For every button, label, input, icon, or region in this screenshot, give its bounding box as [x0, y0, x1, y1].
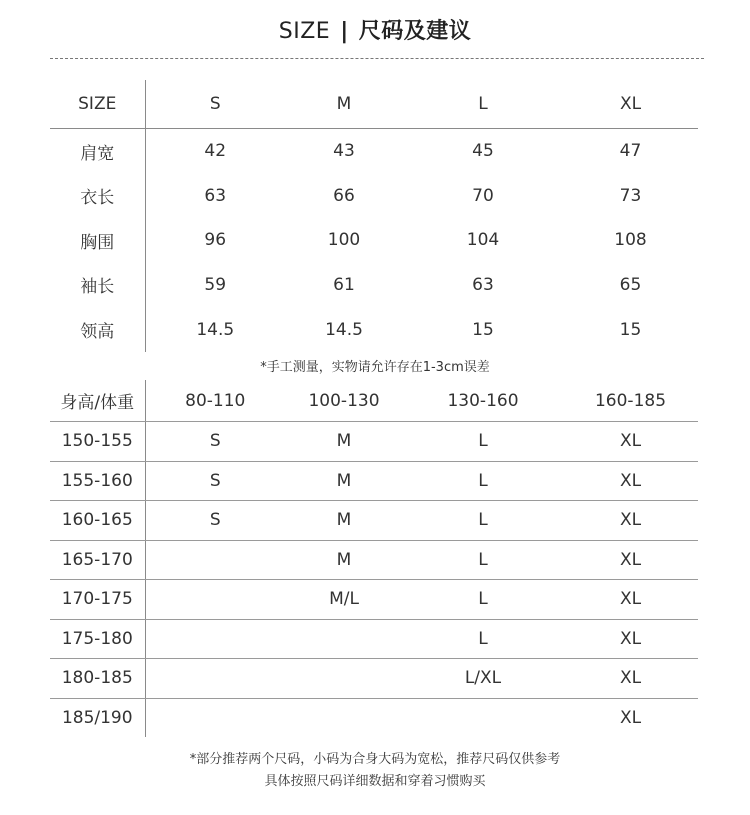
size-table-row	[50, 263, 698, 308]
recommend-table	[50, 380, 698, 737]
size-header-cell: M	[285, 80, 403, 129]
row-label: 肩宽	[50, 129, 145, 174]
row-label: 160-165	[50, 501, 145, 541]
table-cell: 104	[466, 230, 500, 251]
table-cell: M	[285, 540, 403, 580]
table-cell: 96	[204, 230, 227, 251]
row-label: 胸围	[50, 218, 145, 263]
recommend-table-row	[50, 501, 698, 541]
row-label: 150-155	[50, 422, 145, 462]
table-cell: L	[403, 461, 563, 501]
table-cell	[285, 698, 403, 737]
page-title	[0, 14, 750, 45]
table-cell: XL	[563, 619, 698, 659]
size-table-row	[50, 173, 698, 218]
row-label: 155-160	[50, 461, 145, 501]
table-cell: L/XL	[403, 659, 563, 699]
size-header-cell: SIZE	[50, 80, 145, 129]
table-cell: 61	[333, 274, 355, 295]
row-label: 衣长	[50, 173, 145, 218]
table-cell: 47	[619, 141, 642, 162]
size-header-cell: L	[403, 80, 563, 129]
title-en: SIZE	[278, 19, 331, 44]
recommend-table-header	[50, 380, 698, 422]
table-cell: XL	[563, 422, 698, 462]
table-cell	[145, 580, 285, 620]
row-label: 165-170	[50, 540, 145, 580]
table-cell: L	[403, 580, 563, 620]
dotted-divider	[50, 58, 704, 59]
table-cell: L	[403, 619, 563, 659]
table-cell: 100	[327, 230, 361, 251]
rec-header-cell: 100-130	[285, 380, 403, 422]
table-cell: 14.5	[325, 319, 363, 340]
rec-header-cell: 130-160	[403, 380, 563, 422]
table-cell: L	[403, 501, 563, 541]
table-cell	[145, 619, 285, 659]
title-cn: 尺码及建议	[358, 19, 472, 44]
table-cell	[285, 659, 403, 699]
footer-line-2: 具体按照尺码详细数据和穿着习惯购买	[264, 774, 486, 789]
table-cell: XL	[563, 461, 698, 501]
recommend-table-row	[50, 461, 698, 501]
recommend-table-row	[50, 580, 698, 620]
row-label: 180-185	[50, 659, 145, 699]
row-label: 185/190	[50, 698, 145, 737]
table-cell: 63	[472, 274, 494, 295]
footer-line-1: *部分推荐两个尺码，小码为合身大码为宽松，推荐尺码仅供参考	[189, 752, 561, 767]
size-header-cell: XL	[563, 80, 698, 129]
recommend-table-row	[50, 540, 698, 580]
row-label: 170-175	[50, 580, 145, 620]
table-cell: 43	[333, 141, 355, 162]
table-cell: XL	[563, 659, 698, 699]
measure-note: *手工测量，实物请允许存在1-3cm误差	[260, 360, 490, 375]
rec-header-cell: 160-185	[563, 380, 698, 422]
table-cell: M	[285, 501, 403, 541]
table-cell: S	[145, 461, 285, 501]
table-cell: 108	[614, 230, 647, 251]
table-cell	[145, 659, 285, 699]
recommend-table-row	[50, 698, 698, 737]
table-cell: 42	[204, 141, 227, 162]
table-cell: M/L	[285, 580, 403, 620]
table-cell: 70	[472, 185, 494, 206]
table-cell: 73	[619, 185, 642, 206]
table-cell: S	[145, 501, 285, 541]
table-cell: 65	[619, 274, 642, 295]
size-header-cell: S	[145, 80, 285, 129]
table-cell: L	[403, 540, 563, 580]
table-cell: L	[403, 422, 563, 462]
table-cell: XL	[563, 580, 698, 620]
size-table-row	[50, 307, 698, 352]
table-cell: 59	[204, 274, 227, 295]
table-cell	[145, 540, 285, 580]
table-cell: 14.5	[196, 319, 235, 340]
table-cell: 15	[619, 319, 642, 340]
size-table-row	[50, 129, 698, 174]
rec-header-cell: 80-110	[145, 380, 285, 422]
recommend-table-row	[50, 619, 698, 659]
footer-note	[0, 749, 750, 793]
row-label: 领高	[50, 307, 145, 352]
title-separator: |	[340, 19, 349, 44]
recommend-table-row	[50, 659, 698, 699]
table-cell: XL	[619, 707, 642, 728]
table-cell: XL	[563, 501, 698, 541]
row-label: 175-180	[50, 619, 145, 659]
table-cell	[145, 698, 285, 737]
rec-header-cell: 身高/体重	[50, 380, 145, 422]
recommend-table-row	[50, 422, 698, 462]
table-cell: S	[145, 422, 285, 462]
table-cell: 45	[472, 141, 494, 162]
table-cell: 15	[472, 319, 494, 340]
table-cell: M	[285, 461, 403, 501]
table-cell: M	[285, 422, 403, 462]
size-table-row	[50, 218, 698, 263]
size-table-header	[50, 80, 698, 129]
size-table	[50, 80, 698, 352]
table-cell: 63	[204, 185, 227, 206]
table-cell: 66	[333, 185, 355, 206]
table-cell	[285, 619, 403, 659]
table-cell	[403, 698, 563, 737]
table-cell: XL	[563, 540, 698, 580]
row-label: 袖长	[50, 263, 145, 308]
